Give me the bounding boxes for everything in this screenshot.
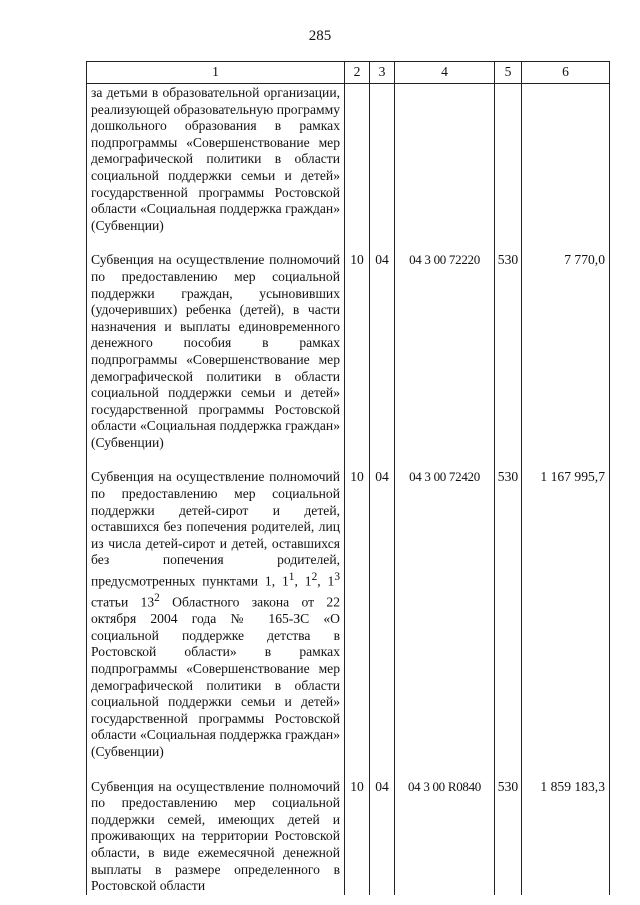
row-subsection-code <box>370 84 395 249</box>
row-description: Субвенция на осуществление полномочий по предоставлению мер социальной поддержки семей, имеющих детей и проживающих на территории Ростовской области, в виде ежемесячной денежной выплаты в размере определенного в Ростовской области <box>87 775 345 895</box>
text-segment: Субвенция на осуществление полномочий по предоставлению мер социальной поддержки детей-сирот и детей, оставшихся без попечения родителей, лиц из числа детей-сирот и детей, оставшихся без попечения родителей, предусмотренных пунктами 1, 1 <box>91 469 340 589</box>
superscript: 2 <box>154 592 160 605</box>
row-section-code: 10 <box>345 248 370 465</box>
row-subsection-code: 04 <box>370 248 395 465</box>
row-subsection-code: 04 <box>370 465 395 774</box>
row-target-code: 04 3 00 72420 <box>395 465 495 774</box>
row-description: Субвенция на осуществление полномочий по предоставлению мер социальной поддержки граждан, усыновивших (удочеривших) ребенка (детей), в части назначения и выплаты единовременного денежного пособия в рамках подпрограммы «Совершенствование мер демографической политики в области социальной поддержки семьи и детей» государственной программы Ростовской области «Социальная поддержка граждан» (Субвенции) <box>87 248 345 465</box>
superscript: 3 <box>334 571 340 584</box>
superscript: 2 <box>311 571 318 584</box>
table-row <box>87 465 610 774</box>
table-row <box>87 84 610 249</box>
row-target-code: 04 3 00 R0840 <box>395 775 495 895</box>
text-segment: статьи 13 <box>91 594 155 610</box>
column-header-1: 1 <box>87 62 345 84</box>
row-description-text <box>91 469 340 760</box>
row-expense-type-code: 530 <box>495 465 522 774</box>
text-segment: , 1 <box>294 573 312 589</box>
row-section-code: 10 <box>345 465 370 774</box>
column-header-6: 6 <box>522 62 610 84</box>
row-description: за детьми в образовательной организации, реализующей образовательную программу дошкольного образования в рамках подпрограммы «Совершенствование мер демографической политики в области социальной поддержки семьи и детей» государственной программы Ростовской области «Социальная поддержка граждан» (Субвенции) <box>87 84 345 249</box>
superscript: 1 <box>288 571 295 584</box>
row-target-code: 04 3 00 72220 <box>395 248 495 465</box>
row-section-code <box>345 84 370 249</box>
row-expense-type-code <box>495 84 522 249</box>
row-expense-type-code: 530 <box>495 248 522 465</box>
row-expense-type-code: 530 <box>495 775 522 895</box>
row-amount: 1 167 995,7 <box>522 465 610 774</box>
column-header-2: 2 <box>345 62 370 84</box>
text-segment: Областного закона от 22 октября 2004 года № 165-ЗС «О социальной поддержке детства в Ростовской области» в рамках подпрограммы «Совершенствование мер демографической политики в области социальной поддержки семьи и детей» государственной программы Ростовской области «Социальная поддержка граждан» (Субвенции) <box>91 594 340 760</box>
row-target-code <box>395 84 495 249</box>
budget-table <box>86 61 610 895</box>
row-amount: 1 859 183,3 <box>522 775 610 895</box>
text-segment: , 1 <box>317 573 335 589</box>
row-subsection-code: 04 <box>370 775 395 895</box>
row-description <box>87 465 345 774</box>
table-row <box>87 775 610 895</box>
column-header-4: 4 <box>395 62 495 84</box>
table-header <box>87 62 610 84</box>
table-row <box>87 248 610 465</box>
page-number: 285 <box>308 28 332 44</box>
row-amount <box>522 84 610 249</box>
row-amount: 7 770,0 <box>522 248 610 465</box>
row-section-code: 10 <box>345 775 370 895</box>
column-header-3: 3 <box>370 62 395 84</box>
column-header-5: 5 <box>495 62 522 84</box>
